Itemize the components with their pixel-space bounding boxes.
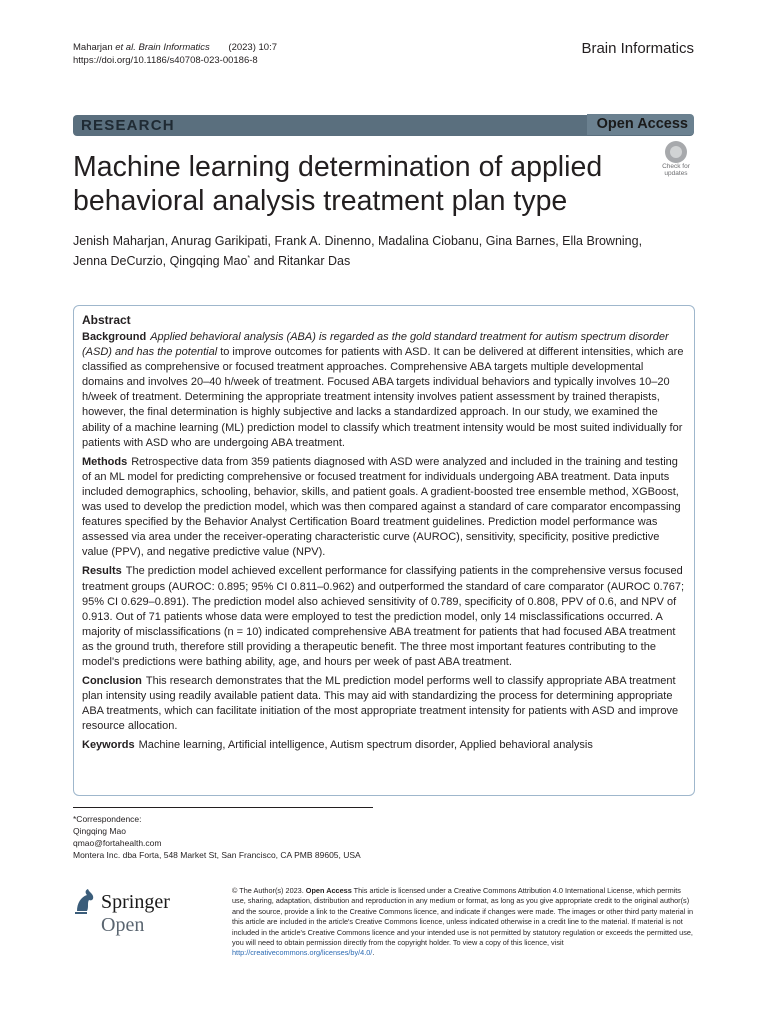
correspondence-email[interactable]: qmao@fortahealth.com	[73, 838, 162, 848]
correspondence-block: *Correspondence: Qingqing Mao qmao@fortahealth.com Montera Inc. dba Forta, 548 Market St, San Francisco, CA PMB 89605, USA	[73, 814, 361, 860]
article-title: Machine learning determination of applied behavioral analysis treatment plan type	[73, 151, 603, 217]
abstract-background: Background Applied behavioral analysis (ABA) is regarded as the gold standard treatment for autism spectrum disorder (ASD) and has the potential to improve outcomes for patients with ASD. It can be delivered at different intensities, which are classified as comprehensive or focused treatment approaches. Comprehensive ABA targets multiple developmental domains and involves 20–40 h/week of treatment. Focused ABA targets individual behaviors and typically involves 10–20 h/week of treatment. Determining the appropriate treatment intensity involves patient assessment by trained therapists, however, the final determination is highly subjective and lacks a standardized approach. In our study, we examined the ability of a machine learning (ML) prediction model to classify which treatment intensity would be most suited individually for patients with ASD who are undergoing ABA treatment.	[82, 331, 684, 449]
springer-horse-icon	[73, 887, 97, 915]
abstract-methods: Methods Retrospective data from 359 patients diagnosed with ASD were analyzed and included in the training and testing of an ML model for predicting comprehensive or focused treatment for individuals undergoing ABA treatment. Data inputs included demographics, schooling, behavior, skills, and patient goals. A gradient-boosted tree ensemble method, XGBoost, was used to develop the prediction model, which was then compared against a standard of care comparator encompassing features specified by the Behavior Analyst Certification Board treatment guidelines. Prediction model performance was assessed via area under the receiver-operating characteristic curve (AUROC), sensitivity, specificity, positive predictive value (PPV), and negative predictive value (NPV).	[82, 455, 681, 559]
open-access-label: Open Access	[587, 114, 694, 135]
abstract-heading: Abstract	[82, 313, 131, 327]
license-statement: © The Author(s) 2023. Open Access This article is licensed under a Creative Commons Attribution 4.0 International License, which permits use, sharing, adaptation, distribution and reproduction in any medium or format, as long as you give appropriate credit to the original author(s) and the source, provide a link to the Creative Commons licence, and indicate if changes were made. The images or other third party material in this article are included in the article's Creative Commons licence, unless indicated otherwise in a credit line to the material. If material is not included in the article's Creative Commons licence and your intended use is not permitted by statutory regulation or exceeds the permitted use, you will need to obtain permission directly from the copyright holder. To view a copy of this licence, visit http://creativecommons.org/licenses/by/4.0/.	[232, 886, 694, 958]
citation-year: (2023) 10:7	[228, 42, 278, 53]
citation-header	[73, 41, 281, 67]
author-list: Jenish Maharjan, Anurag Garikipati, Frank A. Dinenno, Madalina Ciobanu, Gina Barnes, Ella Browning, Jenna DeCurzio, Qingqing Mao* and Ritankar Das	[73, 234, 643, 269]
springer-open-logo: Springer Open	[73, 887, 218, 917]
citation-authors: Maharjan et al. Brain Informatics	[73, 42, 210, 53]
abstract-keywords: Keywords Machine learning, Artificial intelligence, Autism spectrum disorder, Applied behavioral analysis	[82, 739, 593, 752]
journal-name: Brain Informatics	[581, 40, 694, 57]
abstract-box	[73, 305, 695, 796]
check-for-updates-icon	[665, 141, 687, 163]
abstract-results: Results The prediction model achieved excellent performance for classifying patients in the comprehensive versus focused treatment groups (AUROC: 0.895; 95% CI 0.811–0.962) and outperformed the standard of care comparator (AUROC 0.767; 95% CI 0.629–0.891). The prediction model also achieved sensitivity of 0.789, specificity of 0.808, PPV of 0.6, and NPV of 0.913. Out of 71 patients whose data were employed to test the prediction model, only 14 misclassifications occurred. A majority of misclassifications (n = 10) indicated comprehensive ABA treatment for patients that had focused ABA treatment as the ground truth, therefore still providing a therapeutic benefit. The three most important features contributing to the model's predictions were bathing ability, age, and hours per week of past ABA treatment.	[82, 565, 685, 668]
abstract-conclusion: Conclusion This research demonstrates that the ML prediction model performs well to classify appropriate ABA treatment plan intensity using readily available patient data. This may aid with standardizing the process for determining appropriate ABA treatments, which can facilitate initiation of the most appropriate treatment intensity for patients with ASD and improve resource allocation.	[82, 675, 679, 733]
doi-link[interactable]: https://doi.org/10.1186/s40708-023-00186-8	[73, 55, 258, 66]
license-link[interactable]: http://creativecommons.org/licenses/by/4.0/	[232, 948, 373, 958]
check-for-updates-badge[interactable]: Check for updates	[657, 141, 695, 181]
article-type-banner	[73, 115, 694, 136]
corresponding-author-mark: *	[247, 255, 251, 262]
article-type-label: RESEARCH	[81, 117, 175, 134]
footnote-divider	[73, 807, 373, 808]
